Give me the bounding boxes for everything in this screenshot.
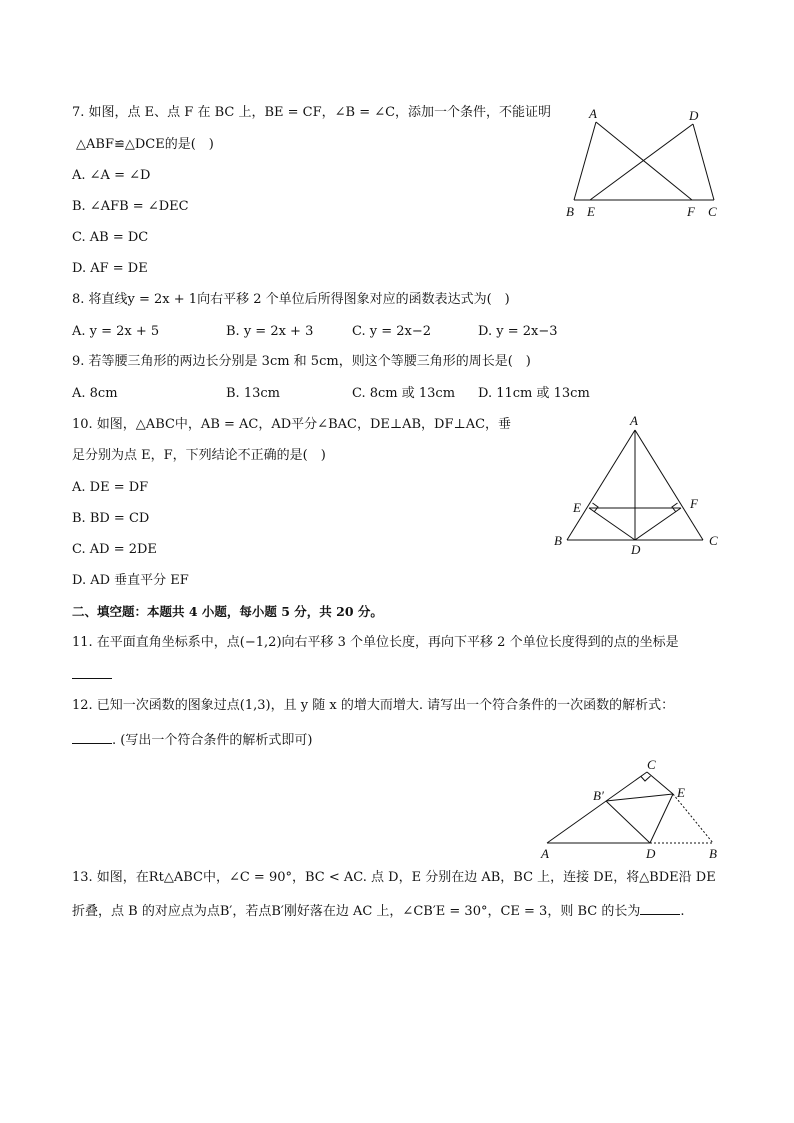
q9-option-d: D. 11cm 或 13cm: [478, 386, 590, 401]
q13-label-c: C: [647, 757, 656, 772]
q11-stem: 11. 在平面直角坐标系中，点(−1,2)向右平移 3 个单位长度，再向下平移 2 个单位长度得到的点的坐标是: [72, 635, 679, 650]
q7-label-f: F: [687, 204, 695, 219]
q9-option-a: A. 8cm: [72, 386, 118, 401]
q7-option-a: A. ∠A = ∠D: [72, 168, 151, 183]
q10-label-c: C: [709, 533, 718, 548]
q10-figure: [548, 408, 728, 558]
q7-option-d: D. AF = DE: [72, 261, 148, 276]
q13-stem-line2: [72, 900, 684, 921]
q12-stem: 12. 已知一次函数的图象过点(1,3)，且 y 随 x 的增大而增大. 请写出一个符合条件的一次函数的解析式：: [72, 698, 675, 713]
q13-answer-blank: [640, 900, 680, 915]
q9-option-c: C. 8cm 或 13cm: [352, 386, 456, 401]
q13-label-b: B: [709, 846, 717, 861]
q7-figure: [560, 100, 730, 225]
q12-tail: . (写出一个符合条件的解析式即可): [112, 733, 313, 748]
q8-option-c: C. y = 2x−2: [352, 324, 432, 339]
q10-label-a: A: [630, 413, 638, 428]
q13-label-bprime: B′: [593, 788, 604, 803]
q10-label-f: F: [690, 496, 698, 511]
q8-option-a: A. y = 2x + 5: [72, 324, 160, 339]
q10-label-e: E: [573, 500, 581, 515]
q8-stem: 8. 将直线y = 2x + 1向右平移 2 个单位后所得图象对应的函数表达式为( ): [72, 292, 510, 307]
q13-stem-line1: 13. 如图，在Rt△ABC中，∠C = 90°，BC < AC. 点 D，E 分别在边 AB，BC 上，连接 DE，将△BDE沿 DE: [72, 870, 716, 885]
q7-label-d: D: [689, 108, 699, 123]
q13-stem-line2-text: 折叠，点 B 的对应点为点B′，若点B′刚好落在边 AC 上，∠CB′E = 30°，CE = 3，则 BC 的长为: [72, 904, 641, 919]
q9-option-b: B. 13cm: [226, 386, 280, 401]
q7-label-c: C: [708, 204, 717, 219]
q13-stem-end: .: [680, 904, 685, 919]
q10-option-a: A. DE = DF: [72, 480, 149, 495]
q12-answer-line: [72, 729, 312, 750]
q10-stem-line2: 足分别为点 E，F，下列结论不正确的是( ): [72, 448, 326, 463]
q12-answer-blank: [72, 729, 112, 744]
q7-stem-line2: △ABF≌△DCE的是( ): [76, 137, 214, 152]
q13-figure: [535, 755, 735, 865]
q7-label-b: B: [566, 204, 574, 219]
q10-label-b: B: [554, 533, 562, 548]
q7-option-b: B. ∠AFB = ∠DEC: [72, 199, 189, 214]
section-2-title: 二、填空题：本题共 4 小题，每小题 5 分，共 20 分。: [72, 604, 383, 619]
q7-option-c: C. AB = DC: [72, 230, 149, 245]
q9-stem: 9. 若等腰三角形的两边长分别是 3cm 和 5cm，则这个等腰三角形的周长是( ): [72, 354, 531, 369]
q10-option-c: C. AD = 2DE: [72, 542, 157, 557]
q10-stem-line1: 10. 如图，△ABC中，AB = AC，AD平分∠BAC，DE⊥AB，DF⊥AC，垂: [72, 417, 512, 432]
q8-option-d: D. y = 2x−3: [478, 324, 558, 339]
q10-option-b: B. BD = CD: [72, 511, 150, 526]
q13-label-e: E: [677, 785, 685, 800]
q8-option-b: B. y = 2x + 3: [226, 324, 314, 339]
q7-label-a: A: [589, 106, 597, 121]
q13-label-d: D: [646, 846, 656, 861]
q10-option-d: D. AD 垂直平分 EF: [72, 573, 189, 588]
q7-label-e: E: [587, 204, 595, 219]
q7-stem-line1: 7. 如图，点 E、点 F 在 BC 上，BE = CF，∠B = ∠C，添加一个条件，不能证明: [72, 105, 552, 120]
q13-label-a: A: [541, 846, 549, 861]
q11-answer-blank: [72, 664, 112, 685]
q10-label-d: D: [631, 542, 641, 557]
